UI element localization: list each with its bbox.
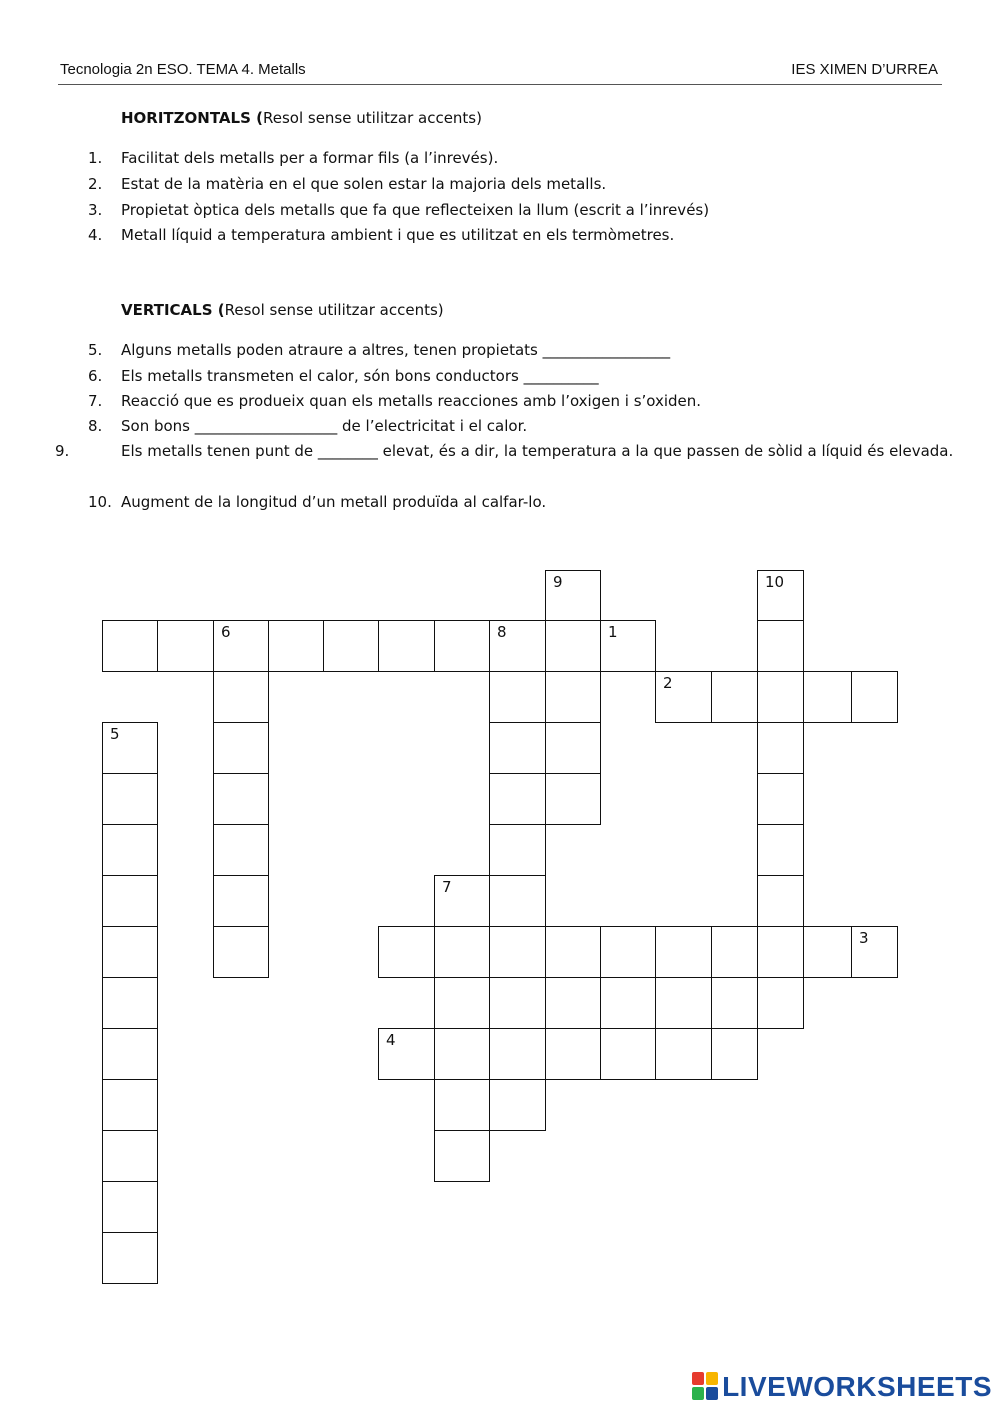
crossword-cell[interactable] xyxy=(655,977,712,1029)
crossword-cell[interactable] xyxy=(102,977,158,1029)
crossword-cell[interactable] xyxy=(489,620,546,672)
clue-text: Facilitat dels metalls per a formar fils (a l’inrevés). xyxy=(121,149,499,167)
crossword-cell[interactable] xyxy=(102,1028,158,1080)
crossword-clue-number: 1 xyxy=(608,623,618,641)
crossword-cell[interactable] xyxy=(213,620,269,672)
brand-text: LIVEWORKSHEETS xyxy=(722,1371,992,1402)
crossword-cell[interactable] xyxy=(655,1028,712,1080)
crossword-clue-number: 10 xyxy=(765,573,785,591)
crossword-cell[interactable] xyxy=(378,926,435,978)
clue-text: Alguns metalls poden atraure a altres, tenen propietats _________________ xyxy=(121,341,671,359)
clue-across-4 xyxy=(88,223,933,248)
crossword-cell[interactable] xyxy=(545,620,601,672)
crossword-cell[interactable] xyxy=(489,1028,546,1080)
clue-number: 9. xyxy=(55,442,70,460)
crossword-cell[interactable] xyxy=(711,671,758,723)
crossword-cell[interactable] xyxy=(757,926,804,978)
clue-down-9 xyxy=(55,439,966,464)
crossword-cell[interactable] xyxy=(102,926,158,978)
crossword-cell[interactable] xyxy=(600,926,656,978)
page-header xyxy=(58,60,942,85)
clue-number: 7. xyxy=(88,392,103,410)
crossword-cell[interactable] xyxy=(378,620,435,672)
crossword-cell[interactable] xyxy=(545,977,601,1029)
crossword-cell[interactable] xyxy=(102,824,158,876)
crossword-cell[interactable] xyxy=(545,773,601,825)
crossword-clue-number: 3 xyxy=(859,929,869,947)
crossword-cell[interactable] xyxy=(489,671,546,723)
crossword-cell[interactable] xyxy=(102,1130,158,1182)
crossword-cell[interactable] xyxy=(545,926,601,978)
crossword-cell[interactable] xyxy=(102,773,158,825)
clue-across-1 xyxy=(88,146,933,171)
crossword-cell[interactable] xyxy=(489,722,546,774)
crossword-cell[interactable] xyxy=(434,1130,490,1182)
crossword-clue-number: 4 xyxy=(386,1031,396,1049)
clue-number: 5. xyxy=(88,341,103,359)
verticals-title-rest: Resol sense utilitzar accents) xyxy=(224,301,444,319)
crossword-cell[interactable] xyxy=(434,977,490,1029)
clue-number: 1. xyxy=(88,149,103,167)
crossword-cell[interactable] xyxy=(600,1028,656,1080)
crossword-cell[interactable] xyxy=(545,671,601,723)
crossword-cell[interactable] xyxy=(213,722,269,774)
crossword-cell[interactable] xyxy=(545,1028,601,1080)
clue-down-10 xyxy=(88,490,933,515)
crossword-cell[interactable] xyxy=(655,926,712,978)
crossword-clue-number: 7 xyxy=(442,878,452,896)
crossword-cell[interactable] xyxy=(102,620,158,672)
crossword-cell[interactable] xyxy=(757,977,804,1029)
crossword-cell[interactable] xyxy=(434,875,490,927)
clue-number: 8. xyxy=(88,417,103,435)
crossword-cell[interactable] xyxy=(757,824,804,876)
crossword-cell[interactable] xyxy=(851,671,898,723)
clue-number: 2. xyxy=(88,175,103,193)
clue-down-6 xyxy=(88,364,933,389)
crossword-clue-number: 6 xyxy=(221,623,231,641)
crossword-cell[interactable] xyxy=(711,926,758,978)
crossword-cell[interactable] xyxy=(213,773,269,825)
crossword-cell[interactable] xyxy=(323,620,379,672)
clue-text: Reacció que es produeix quan els metalls reacciones amb l’oxigen i s’oxiden. xyxy=(121,392,702,410)
horizontals-title xyxy=(121,109,482,127)
crossword-cell[interactable] xyxy=(545,570,601,621)
crossword-cell[interactable] xyxy=(545,722,601,774)
clue-text: Propietat òptica dels metalls que fa que reflecteixen la llum (escrit a l’inrevés) xyxy=(121,201,710,219)
crossword-cell[interactable] xyxy=(434,1028,490,1080)
crossword-cell[interactable] xyxy=(213,671,269,723)
crossword-cell[interactable] xyxy=(102,1232,158,1284)
crossword-cell[interactable] xyxy=(434,926,490,978)
clue-text: Metall líquid a temperatura ambient i que es utilitzat en els termòmetres. xyxy=(121,226,675,244)
liveworksheets-logo xyxy=(692,1369,992,1405)
verticals-title-bold: VERTICALS ( xyxy=(121,301,225,319)
clue-down-7 xyxy=(88,389,933,414)
crossword-cell[interactable] xyxy=(102,1079,158,1131)
crossword-cell[interactable] xyxy=(157,620,214,672)
crossword-cell[interactable] xyxy=(378,1028,435,1080)
crossword-cell[interactable] xyxy=(434,620,490,672)
clue-text: Son bons ___________________ de l’electricitat i el calor. xyxy=(121,417,528,435)
crossword-cell[interactable] xyxy=(102,875,158,927)
crossword-cell[interactable] xyxy=(655,671,712,723)
crossword-clue-number: 5 xyxy=(110,725,120,743)
clue-across-2 xyxy=(88,172,933,197)
clue-text: Els metalls tenen punt de ________ elevat, és a dir, la temperatura a la que passen de sòlid a líquid és elevada. xyxy=(121,442,954,460)
clue-down-5 xyxy=(88,338,933,363)
crossword-cell[interactable] xyxy=(102,1181,158,1233)
crossword-cell[interactable] xyxy=(757,570,804,621)
header-course: Tecnologia 2n ESO. TEMA 4. Metalls xyxy=(60,61,306,78)
crossword-cell[interactable] xyxy=(803,926,852,978)
crossword-cell[interactable] xyxy=(711,977,758,1029)
clue-across-3 xyxy=(88,198,933,223)
crossword-cell[interactable] xyxy=(489,926,546,978)
crossword-cell[interactable] xyxy=(757,620,804,672)
crossword-cell[interactable] xyxy=(711,1028,758,1080)
clue-number: 4. xyxy=(88,226,103,244)
clue-text: Estat de la matèria en el que solen estar la majoria dels metalls. xyxy=(121,175,607,193)
crossword-cell[interactable] xyxy=(434,1079,490,1131)
clue-number: 10. xyxy=(88,493,112,511)
clue-text: Augment de la longitud d’un metall produïda al calfar-lo. xyxy=(121,493,547,511)
crossword-cell[interactable] xyxy=(489,875,546,927)
clue-down-8 xyxy=(88,414,933,439)
crossword-cell[interactable] xyxy=(600,977,656,1029)
clue-text: Els metalls transmeten el calor, són bons conductors __________ xyxy=(121,367,599,385)
horizontals-title-bold: HORITZONTALS ( xyxy=(121,109,263,127)
crossword-cell[interactable] xyxy=(489,773,546,825)
crossword-cell[interactable] xyxy=(757,875,804,927)
crossword-cell[interactable] xyxy=(757,722,804,774)
crossword-cell[interactable] xyxy=(489,824,546,876)
crossword-cell[interactable] xyxy=(213,824,269,876)
crossword-clue-number: 9 xyxy=(553,573,563,591)
crossword-cell[interactable] xyxy=(213,875,269,927)
crossword-cell[interactable] xyxy=(757,773,804,825)
verticals-title xyxy=(121,301,444,319)
crossword-clue-number: 8 xyxy=(497,623,507,641)
header-school: IES XIMEN D’URREA xyxy=(791,61,938,78)
horizontals-title-rest: Resol sense utilitzar accents) xyxy=(262,109,482,127)
crossword-cell[interactable] xyxy=(757,671,804,723)
crossword-cell[interactable] xyxy=(213,926,269,978)
crossword-cell[interactable] xyxy=(489,1079,546,1131)
liveworksheets-icon xyxy=(692,1372,720,1402)
crossword-cell[interactable] xyxy=(268,620,324,672)
crossword-cell[interactable] xyxy=(803,671,852,723)
clue-number: 6. xyxy=(88,367,103,385)
crossword-clue-number: 2 xyxy=(663,674,673,692)
crossword-cell[interactable] xyxy=(489,977,546,1029)
clue-number: 3. xyxy=(88,201,103,219)
crossword-cell[interactable] xyxy=(600,620,656,672)
crossword-cell[interactable] xyxy=(851,926,898,978)
crossword-cell[interactable] xyxy=(102,722,158,774)
